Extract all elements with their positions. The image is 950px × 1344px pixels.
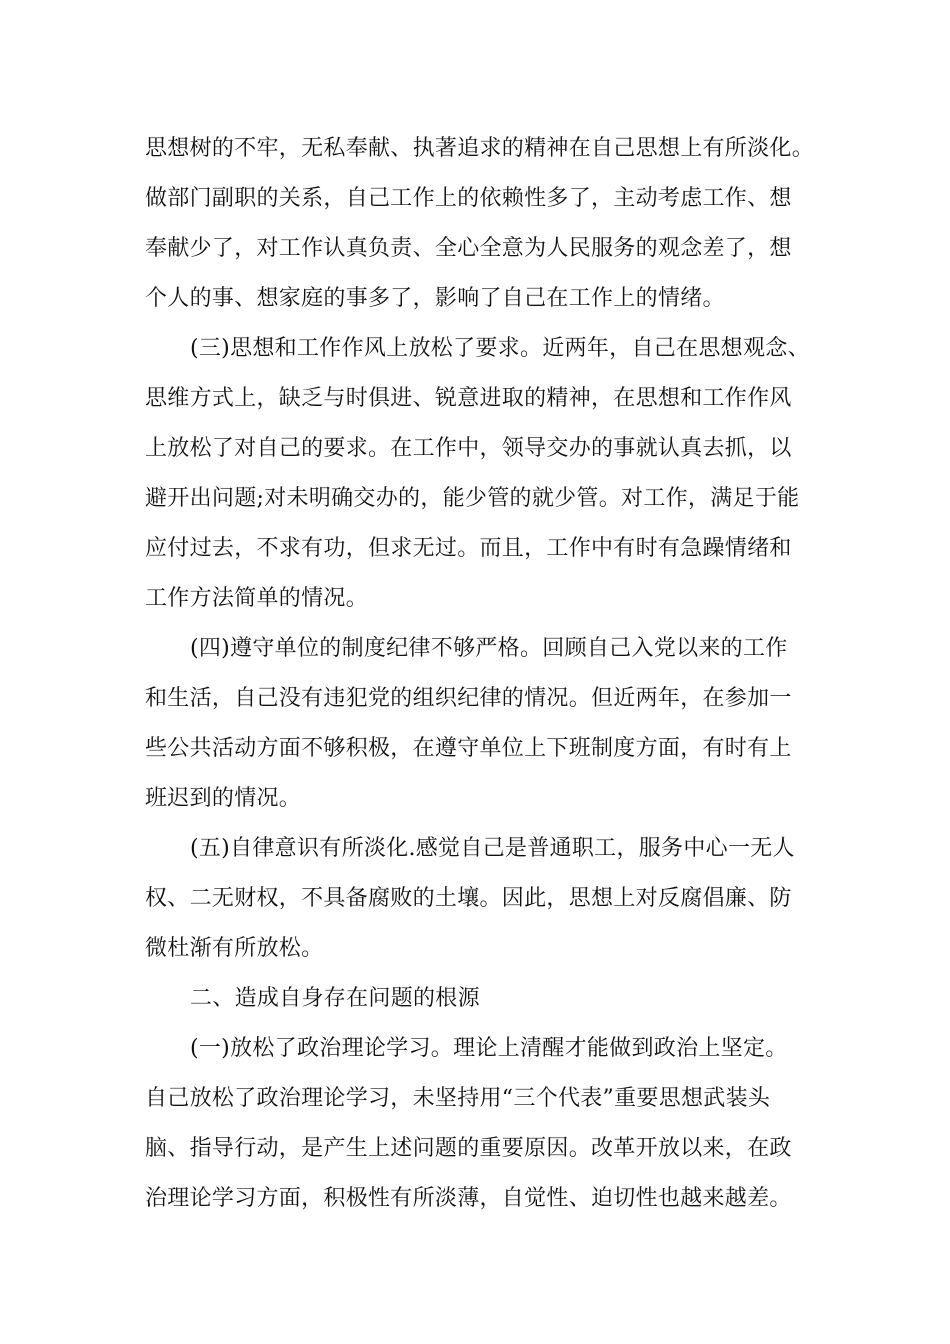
text-line: 自己放松了政治理论学习，未坚持用“三个代表”重要思想武装头: [145, 1086, 771, 1111]
text-line: 些公共活动方面不够积极，在遵守单位上下班制度方面，有时有上: [145, 736, 792, 761]
text-line: (五)自律意识有所淡化.感觉自己是普通职工，服务中心一无人: [190, 836, 795, 861]
text-line: (四)遵守单位的制度纪律不够严格。回顾自己入党以来的工作: [190, 636, 788, 661]
text-line: 权、二无财权，不具备腐败的土壤。因此，思想上对反腐倡廉、防: [145, 886, 792, 911]
text-line: 避开出问题;对未明确交办的，能少管的就少管。对工作，满足于能: [145, 486, 800, 511]
text-line: 做部门副职的关系，自己工作上的依赖性多了，主动考虑工作、想: [145, 186, 792, 211]
text-line: 思想树的不牢，无私奉献、执著追求的精神在自己思想上有所淡化。: [145, 136, 815, 161]
text-line: (三)思想和工作作风上放松了要求。近两年，自己在思想观念、: [190, 336, 810, 361]
text-line: 微杜渐有所放松。: [145, 936, 324, 961]
text-line: 和生活，自己没有违犯党的组织纪律的情况。但近两年，在参加一: [145, 686, 792, 711]
text-line: (一)放松了政治理论学习。理论上清醒才能做到政治上坚定。: [190, 1036, 788, 1061]
section-heading: 二、造成自身存在问题的根源: [190, 986, 480, 1011]
text-line: 脑、指导行动，是产生上述问题的重要原因。改革开放以来，在政: [145, 1136, 792, 1161]
text-line: 上放松了对自己的要求。在工作中，领导交办的事就认真去抓，以: [145, 436, 792, 461]
text-line: 个人的事、想家庭的事多了，影响了自己在工作上的情绪。: [145, 286, 725, 311]
text-line: 工作方法简单的情况。: [145, 586, 369, 611]
text-line: 奉献少了，对工作认真负责、全心全意为人民服务的观念差了，想: [145, 236, 792, 261]
text-line: 应付过去，不求有功，但求无过。而且，工作中有时有急躁情绪和: [145, 536, 792, 561]
text-line: 班迟到的情况。: [145, 786, 302, 811]
text-line: 思维方式上，缺乏与时俱进、锐意进取的精神，在思想和工作作风: [145, 386, 792, 411]
text-line: 治理论学习方面，积极性有所淡薄，自觉性、迫切性也越来越差。: [145, 1186, 792, 1211]
